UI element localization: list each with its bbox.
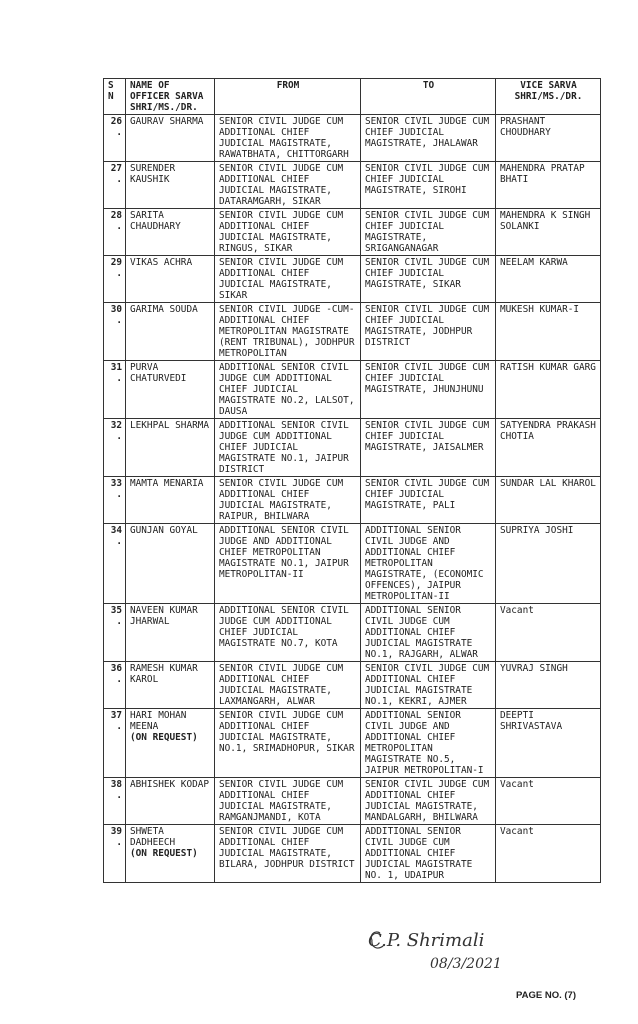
vice-officer-cell [496,361,601,419]
from-posting-cell [215,419,361,477]
vice-officer-text: PRASHANT CHOUDHARY [500,116,551,138]
officer-name-cell [126,115,215,162]
to-posting-cell [361,524,496,604]
officer-name-cell [126,778,215,825]
table-row [104,778,601,825]
from-posting-cell [215,662,361,709]
to-posting-cell [361,477,496,524]
vice-officer-cell [496,524,601,604]
serial-number-text: 29. [110,257,122,279]
vice-officer-cell [496,115,601,162]
table-row [104,115,601,162]
serial-number-cell [104,778,126,825]
serial-number-cell [104,419,126,477]
vice-officer-cell [496,477,601,524]
table-header-row [104,79,601,115]
officer-name-text: MAMTA MENARIA [130,478,204,489]
on-request-note: (ON REQUEST) [130,732,198,743]
officer-name-cell [126,303,215,361]
from-posting-cell [215,524,361,604]
from-posting-text: SENIOR CIVIL JUDGE CUM ADDITIONAL CHIEF JUDICIAL MAGISTRATE, RINGUS, SIKAR [219,210,344,254]
to-posting-text: SENIOR CIVIL JUDGE CUM CHIEF JUDICIAL MAGISTRATE, SIKAR [365,257,490,290]
from-posting-cell [215,778,361,825]
to-posting-cell [361,162,496,209]
table-row [104,709,601,778]
from-posting-cell [215,604,361,662]
serial-number-cell [104,209,126,256]
from-posting-text: SENIOR CIVIL JUDGE CUM ADDITIONAL CHIEF JUDICIAL MAGISTRATE, DATARAMGARH, SIKAR [219,163,344,207]
vice-officer-text: NEELAM KARWA [500,257,568,268]
vice-officer-text: SATYENDRA PRAKASH CHOTIA [500,420,596,442]
vice-officer-cell [496,162,601,209]
from-posting-cell [215,361,361,419]
vice-officer-text: SUNDAR LAL KHAROL [500,478,596,489]
serial-number-cell [104,604,126,662]
to-posting-text: SENIOR CIVIL JUDGE CUM CHIEF JUDICIAL MAGISTRATE, JODHPUR DISTRICT [365,304,490,348]
to-posting-text: SENIOR CIVIL JUDGE CUM CHIEF JUDICIAL MAGISTRATE, JHUNJHUNU [365,362,490,395]
vice-officer-text: Vacant [500,826,534,837]
header-sn: S N [104,79,126,115]
from-posting-cell [215,209,361,256]
officer-name-cell [126,604,215,662]
from-posting-text: ADDITIONAL SENIOR CIVIL JUDGE AND ADDITIONAL CHIEF METROPOLITAN MAGISTRATE NO.1, JAIPUR METROPOLITAN-II [219,525,349,580]
to-posting-text: ADDITIONAL SENIOR CIVIL JUDGE AND ADDITIONAL CHIEF METROPOLITAN MAGISTRATE, (ECONOMIC OFFENCES), JAIPUR METROPOLITAN-II [365,525,484,602]
from-posting-text: SENIOR CIVIL JUDGE CUM ADDITIONAL CHIEF JUDICIAL MAGISTRATE, BILARA, JODHPUR DISTRICT [219,826,355,870]
to-posting-cell [361,419,496,477]
from-posting-text: SENIOR CIVIL JUDGE CUM ADDITIONAL CHIEF JUDICIAL MAGISTRATE, RAWATBHATA, CHITTORGARH [219,116,349,160]
serial-number-text: 27. [110,163,122,185]
officer-name-text: HARI MOHAN MEENA [130,710,187,732]
transfer-table [103,78,601,883]
to-posting-text: ADDITIONAL SENIOR CIVIL JUDGE CUM ADDITIONAL CHIEF JUDICIAL MAGISTRATE NO. 1, UDAIPUR [365,826,473,881]
vice-officer-cell [496,209,601,256]
serial-number-text: 35. [110,605,122,627]
vice-officer-cell [496,419,601,477]
vice-officer-cell [496,256,601,303]
serial-number-text: 28. [110,210,122,232]
serial-number-cell [104,477,126,524]
table-row [104,361,601,419]
to-posting-cell [361,604,496,662]
vice-officer-text: DEEPTI SHRIVASTAVA [500,710,563,732]
officer-name-text: RAMESH KUMAR KAROL [130,663,198,685]
from-posting-text: ADDITIONAL SENIOR CIVIL JUDGE CUM ADDITIONAL CHIEF JUDICIAL MAGISTRATE NO.1, JAIPUR DISTRICT [219,420,349,475]
vice-officer-text: YUVRAJ SINGH [500,663,568,674]
from-posting-text: SENIOR CIVIL JUDGE -CUM- ADDITIONAL CHIEF METROPOLITAN MAGISTRATE (RENT TRIBUNAL), JODHPUR METROPOLITAN [219,304,355,359]
officer-name-cell [126,256,215,303]
to-posting-cell [361,709,496,778]
from-posting-text: SENIOR CIVIL JUDGE CUM ADDITIONAL CHIEF JUDICIAL MAGISTRATE, RAMGANJMANDI, KOTA [219,779,344,823]
signature [368,924,538,976]
serial-number-cell [104,303,126,361]
vice-officer-text: MAHENDRA K SINGH SOLANKI [500,210,591,232]
vice-officer-text: RATISH KUMAR GARG [500,362,596,373]
serial-number-cell [104,662,126,709]
serial-number-cell [104,825,126,883]
officer-name-text: GAURAV SHARMA [130,116,204,127]
to-posting-cell [361,662,496,709]
officer-name-text: GARIMA SOUDA [130,304,198,315]
vice-officer-cell [496,303,601,361]
from-posting-text: ADDITIONAL SENIOR CIVIL JUDGE CUM ADDITIONAL CHIEF JUDICIAL MAGISTRATE NO.7, KOTA [219,605,349,649]
serial-number-cell [104,162,126,209]
officer-name-cell [126,209,215,256]
table-row [104,604,601,662]
officer-name-text: SHWETA DADHEECH [130,826,176,848]
officer-name-text: GUNJAN GOYAL [130,525,198,536]
to-posting-text: SENIOR CIVIL JUDGE CUM ADDITIONAL CHIEF JUDICIAL MAGISTRATE, MANDALGARH, BHILWARA [365,779,490,823]
serial-number-text: 30. [110,304,122,326]
officer-name-cell [126,361,215,419]
to-posting-cell [361,209,496,256]
from-posting-cell [215,303,361,361]
serial-number-text: 26. [110,116,122,138]
from-posting-cell [215,477,361,524]
to-posting-cell [361,778,496,825]
from-posting-text: SENIOR CIVIL JUDGE CUM ADDITIONAL CHIEF JUDICIAL MAGISTRATE, LAXMANGARH, ALWAR [219,663,344,707]
serial-number-cell [104,709,126,778]
vice-officer-text: MUKESH KUMAR-I [500,304,580,315]
vice-officer-cell [496,825,601,883]
header-to: TO [361,79,496,115]
officer-name-text: SARITA CHAUDHARY [130,210,181,232]
from-posting-text: SENIOR CIVIL JUDGE CUM ADDITIONAL CHIEF JUDICIAL MAGISTRATE, SIKAR [219,257,344,301]
vice-officer-text: Vacant [500,779,534,790]
vice-officer-cell [496,604,601,662]
officer-name-text: SURENDER KAUSHIK [130,163,176,185]
officer-name-text: LEKHPAL SHARMA [130,420,210,431]
to-posting-text: SENIOR CIVIL JUDGE CUM CHIEF JUDICIAL MAGISTRATE, JHALAWAR [365,116,490,149]
serial-number-cell [104,361,126,419]
table-row [104,825,601,883]
from-posting-cell [215,115,361,162]
vice-officer-text: Vacant [500,605,534,616]
signature-date: 08/3/2021 [430,956,502,972]
officer-name-cell [126,825,215,883]
table-row [104,209,601,256]
header-from: FROM [215,79,361,115]
serial-number-text: 33. [110,478,122,500]
table-row [104,256,601,303]
from-posting-text: SENIOR CIVIL JUDGE CUM ADDITIONAL CHIEF JUDICIAL MAGISTRATE, RAIPUR, BHILWARA [219,478,344,522]
header-name: NAME OF OFFICER SARVA SHRI/MS./DR. [126,79,215,115]
to-posting-cell [361,361,496,419]
officer-name-text: VIKAS ACHRA [130,257,193,268]
serial-number-cell [104,115,126,162]
serial-number-text: 32. [110,420,122,442]
from-posting-cell [215,825,361,883]
page-number: PAGE NO. (7) [516,990,576,1001]
officer-name-cell [126,477,215,524]
signature-name: C.P. Shrimali [368,930,485,951]
officer-name-text: PURVA CHATURVEDI [130,362,187,384]
serial-number-text: 39. [110,826,122,848]
to-posting-text: ADDITIONAL SENIOR CIVIL JUDGE AND ADDITIONAL CHIEF METROPOLITAN MAGISTRATE NO.5, JAIPUR METROPOLITAN-I [365,710,484,776]
vice-officer-cell [496,709,601,778]
officer-name-cell [126,162,215,209]
officer-name-cell [126,419,215,477]
officer-name-text: ABHISHEK KODAP [130,779,210,790]
vice-officer-text: SUPRIYA JOSHI [500,525,574,536]
table-row [104,477,601,524]
from-posting-text: SENIOR CIVIL JUDGE CUM ADDITIONAL CHIEF JUDICIAL MAGISTRATE, NO.1, SRIMADHOPUR, SIKAR [219,710,355,754]
to-posting-text: SENIOR CIVIL JUDGE CUM CHIEF JUDICIAL MAGISTRATE, JAISALMER [365,420,490,453]
serial-number-text: 38. [110,779,122,801]
serial-number-cell [104,256,126,303]
to-posting-text: SENIOR CIVIL JUDGE CUM CHIEF JUDICIAL MAGISTRATE, SRIGANGANAGAR [365,210,490,254]
serial-number-text: 31. [110,362,122,384]
table-row [104,303,601,361]
to-posting-text: SENIOR CIVIL JUDGE CUM CHIEF JUDICIAL MAGISTRATE, SIROHI [365,163,490,196]
serial-number-text: 34. [110,525,122,547]
from-posting-cell [215,256,361,303]
from-posting-cell [215,709,361,778]
officer-name-cell [126,662,215,709]
vice-officer-cell [496,662,601,709]
to-posting-cell [361,256,496,303]
to-posting-text: SENIOR CIVIL JUDGE CUM CHIEF JUDICIAL MAGISTRATE, PALI [365,478,490,511]
on-request-note: (ON REQUEST) [130,848,198,859]
from-posting-text: ADDITIONAL SENIOR CIVIL JUDGE CUM ADDITIONAL CHIEF JUDICIAL MAGISTRATE NO.2, LALSOT, DAUSA [219,362,355,417]
officer-name-text: NAVEEN KUMAR JHARWAL [130,605,198,627]
vice-officer-text: MAHENDRA PRATAP BHATI [500,163,585,185]
to-posting-cell [361,303,496,361]
to-posting-text: SENIOR CIVIL JUDGE CUM ADDITIONAL CHIEF JUDICIAL MAGISTRATE NO.1, KEKRI, AJMER [365,663,490,707]
serial-number-cell [104,524,126,604]
serial-number-text: 36. [110,663,122,685]
table-row [104,419,601,477]
to-posting-text: ADDITIONAL SENIOR CIVIL JUDGE CUM ADDITIONAL CHIEF JUDICIAL MAGISTRATE NO.1, RAJGARH, ALWAR [365,605,478,660]
officer-name-cell [126,709,215,778]
vice-officer-cell [496,778,601,825]
to-posting-cell [361,115,496,162]
from-posting-cell [215,162,361,209]
header-vice: VICE SARVA SHRI/MS./DR. [496,79,601,115]
to-posting-cell [361,825,496,883]
table-row [104,162,601,209]
table-row [104,662,601,709]
table-row [104,524,601,604]
officer-name-cell [126,524,215,604]
serial-number-text: 37. [110,710,122,732]
